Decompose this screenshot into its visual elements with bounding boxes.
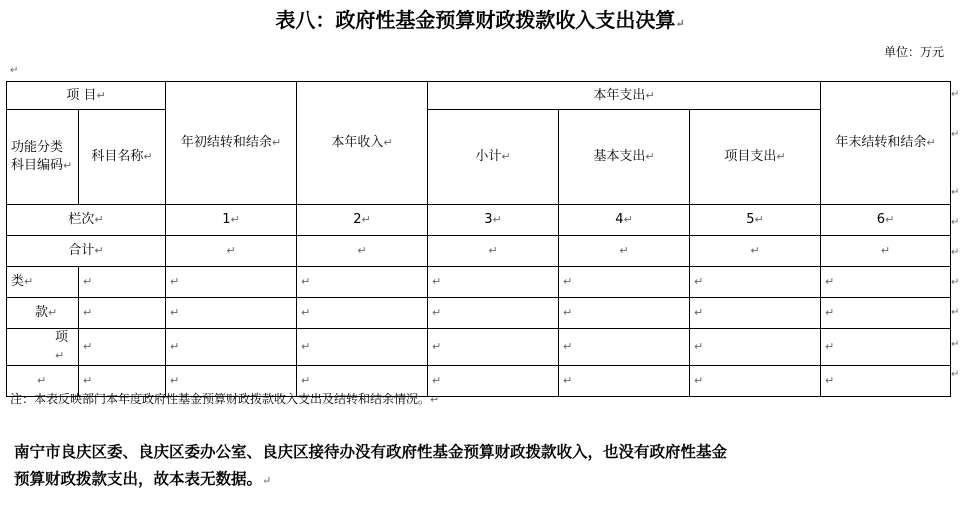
- table-cell: ↵: [690, 329, 821, 366]
- header-jiben: 基本支出↵: [559, 110, 690, 205]
- table-cell: ↵: [79, 267, 166, 298]
- table-cell: ↵: [559, 298, 690, 329]
- paragraph-line-1: 南宁市良庆区委、良庆区委办公室、良庆区接待办没有政府性基金预算财政拨款收入，也没有政府性基金: [14, 442, 728, 461]
- row-label-kuan: 款↵: [7, 298, 79, 329]
- table-row: [7, 267, 951, 298]
- table-cell: ↵: [559, 267, 690, 298]
- header-bennian-zhichu: 本年支出↵: [428, 82, 821, 110]
- paragraph-mark: ↵: [951, 129, 960, 140]
- table-cell: ↵: [297, 329, 428, 366]
- paragraph-mark: ↵: [951, 217, 960, 228]
- table-cell: ↵: [821, 236, 951, 267]
- table-cell: ↵: [428, 329, 559, 366]
- table-cell: ↵: [79, 329, 166, 366]
- table-cell: ↵: [821, 329, 951, 366]
- table-cell: ↵: [297, 236, 428, 267]
- header-nianmo: 年末结转和结余↵: [821, 82, 951, 205]
- unit-label: 单位：万元: [883, 45, 944, 59]
- lanci-num: 2↵: [297, 205, 428, 236]
- lanci-num: 5↵: [690, 205, 821, 236]
- paragraph-mark: ↵: [10, 65, 19, 76]
- table-cell: ↵: [690, 366, 821, 397]
- lanci-label: 栏次↵: [7, 205, 166, 236]
- table-row: [7, 298, 951, 329]
- table-cell: ↵: [297, 298, 428, 329]
- lanci-num: 4↵: [559, 205, 690, 236]
- paragraph-line-2: 预算财政拨款支出，故本表无数据。↵: [14, 469, 272, 488]
- table-cell: ↵: [166, 267, 297, 298]
- table-cell: ↵: [559, 366, 690, 397]
- paragraph-mark: ↵: [951, 89, 960, 100]
- table-cell: ↵: [428, 366, 559, 397]
- lanci-num: 1↵: [166, 205, 297, 236]
- table-cell: ↵: [166, 366, 297, 397]
- paragraph-mark: ↵: [951, 247, 960, 258]
- table-cell: ↵: [690, 267, 821, 298]
- table-cell: ↵: [559, 329, 690, 366]
- table-cell: ↵: [821, 298, 951, 329]
- row-label-lei: 类↵: [7, 267, 79, 298]
- paragraph-mark: ↵: [951, 187, 960, 198]
- paragraph-mark: ↵: [951, 369, 960, 380]
- lanci-num: 6↵: [821, 205, 951, 236]
- table-cell: ↵: [166, 298, 297, 329]
- table-cell: ↵: [297, 366, 428, 397]
- heji-label: 合计↵: [7, 236, 166, 267]
- table-cell: ↵: [79, 298, 166, 329]
- table-cell: ↵: [428, 267, 559, 298]
- table-cell: ↵: [297, 267, 428, 298]
- explanation-paragraph: [14, 438, 950, 494]
- page-title: 表八：政府性基金预算财政拨款收入支出决算↵: [275, 8, 685, 32]
- paragraph-mark: ↵: [951, 339, 960, 350]
- heji-row: [7, 236, 951, 267]
- table-cell: ↵: [821, 267, 951, 298]
- lanci-row: [7, 205, 951, 236]
- table-cell: ↵: [7, 366, 79, 397]
- table-cell: ↵: [428, 236, 559, 267]
- budget-table: [6, 81, 951, 397]
- table-note: 注：本表反映部门本年度政府性基金预算财政拨款收入支出及结转和结余情况。↵: [10, 392, 440, 406]
- table-cell: ↵: [79, 366, 166, 397]
- header-nianchu: 年初结转和结余↵: [166, 82, 297, 205]
- table-cell: ↵: [166, 236, 297, 267]
- paragraph-mark: ↵: [951, 307, 960, 318]
- table-row: [7, 329, 951, 366]
- table-cell: ↵: [559, 236, 690, 267]
- header-xiangmu-zhichu: 项目支出↵: [690, 110, 821, 205]
- header-code: 功能分类科目编码↵: [7, 110, 79, 205]
- table-cell: ↵: [821, 366, 951, 397]
- header-xiangmu: 项 目↵: [7, 82, 166, 110]
- table-cell: ↵: [428, 298, 559, 329]
- table-cell: ↵: [166, 329, 297, 366]
- header-name: 科目名称↵: [79, 110, 166, 205]
- table-cell: ↵: [690, 236, 821, 267]
- paragraph-mark: ↵: [951, 277, 960, 288]
- header-income: 本年收入↵: [297, 82, 428, 205]
- table-cell: ↵: [690, 298, 821, 329]
- lanci-num: 3↵: [428, 205, 559, 236]
- row-label-xiang: 项↵: [7, 329, 79, 366]
- header-xiaoji: 小计↵: [428, 110, 559, 205]
